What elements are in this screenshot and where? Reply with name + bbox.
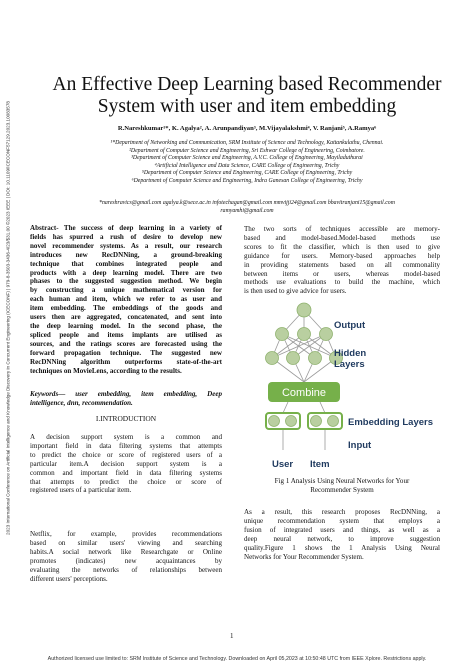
abstract-line: technique that combines integrated people and bbox=[30, 259, 222, 268]
side-citation-strip bbox=[0, 0, 16, 670]
neural-network-figure bbox=[258, 300, 454, 472]
paragraph-line: in providing statements based on all commonality bbox=[244, 260, 440, 269]
paragraph-line: The two sorts of techniques accessible are memory- bbox=[244, 225, 440, 233]
figure-caption-line-1: Fig 1 Analysis Using Neural Networks for Your bbox=[274, 477, 410, 485]
author-list: R.Nareshkumar¹*, K. Agalya², A. Arunpandiyan³, M.Vijayalakshmi⁴, V. Ranjani⁵, A.Ramya⁶ bbox=[117, 125, 377, 132]
section-heading-introduction: I.INTRODUCTION bbox=[95, 414, 157, 423]
paragraph-line: methods use evaluations to build the machine, which bbox=[244, 278, 440, 287]
abstract bbox=[30, 224, 222, 375]
abstract-line: phases to the suggested suggestion method. We begin bbox=[30, 277, 222, 286]
embedding-node bbox=[328, 416, 339, 427]
affiliation-1: ¹*Department of Networking and Communication, SRM Institute of Science and Technology, Kattankulathu, Chennai. bbox=[110, 140, 384, 146]
hidden-node bbox=[266, 352, 279, 365]
abstract-line: fields has spurred a rush of desire to develop new bbox=[30, 232, 222, 241]
embedding-node bbox=[286, 416, 297, 427]
paragraph-line: Networks for Your Recommender System. bbox=[244, 552, 364, 561]
hidden-node bbox=[276, 328, 289, 341]
intro-paragraph-1 bbox=[30, 433, 222, 495]
abstract-line: novel recommender systems. As a result, our research bbox=[30, 241, 222, 250]
combine-edge bbox=[283, 402, 288, 413]
user-label: User bbox=[272, 459, 294, 470]
abstract-line: RecDNNing algorithm outperforms state-of-the-art bbox=[30, 357, 222, 366]
paragraph-line: quality.Figure 1 shows the 1 Analysis Using Neural bbox=[244, 543, 440, 552]
abstract-line: users then are aggregated, concatenated, and sent into bbox=[30, 313, 222, 322]
keywords-line: Keywords— user embedding, item embedding, Deep bbox=[30, 390, 222, 398]
abstract-line: by constructing a unique mathematical version for bbox=[30, 286, 222, 295]
paragraph-line: fusion of integrated users and things, as well as a bbox=[244, 525, 440, 534]
email-list bbox=[24, 200, 470, 215]
paragraph-line: particular item.A decision support system is a bbox=[30, 459, 222, 468]
hidden-node bbox=[320, 328, 333, 341]
paragraph-line: scores to fit the classifier, which is then used to give bbox=[244, 242, 440, 251]
paragraph-line: deep neural network, to improve suggestion bbox=[244, 534, 440, 543]
keywords bbox=[30, 390, 222, 408]
hidden-node bbox=[298, 328, 311, 341]
abstract-line: item embedding. The embeddings of the goods and bbox=[30, 304, 222, 313]
paragraph-line: based and model-based.Model-based methods use bbox=[244, 233, 440, 242]
paragraph-line: is then used to give advice for users. bbox=[244, 287, 347, 296]
paragraph-line: unique recommendation system that employs a bbox=[244, 516, 440, 525]
abstract-line: sources, and the ratings scores are forecasted using the bbox=[30, 339, 222, 348]
paragraph-line: habits.A social network like Researchgate or Online bbox=[30, 547, 222, 556]
affiliation-list bbox=[24, 140, 470, 186]
paragraph-line: to predict the choice or score of registered users of a bbox=[30, 450, 222, 459]
abstract-line: Abstract- The success of deep learning in a variety of bbox=[30, 224, 222, 232]
figure-caption bbox=[244, 477, 440, 495]
input-label: Input bbox=[348, 440, 372, 451]
paragraph-line: registered users of a particular item. bbox=[30, 486, 132, 495]
paragraph-line: important field in data filtering systems that attempts bbox=[30, 441, 222, 450]
output-node bbox=[297, 303, 311, 317]
embedding-label: Embedding Layers bbox=[348, 417, 433, 428]
figure-caption-line-2: Recommender System bbox=[310, 485, 374, 494]
abstract-line: the deep learning model. In the second phase, the bbox=[30, 321, 222, 330]
affiliation-2: ²Department of Computer Science and Engineering, Sri Eshwar College of Engineering, Coimbatore. bbox=[129, 147, 365, 154]
affiliation-3: ³Department of Computer Science and Engineering, A.V.C. College of Engineering, Mayiladuthurai bbox=[131, 155, 363, 162]
abstract-line: introduces new RecDNNing, a ground-breaking bbox=[30, 250, 222, 259]
paragraph-line: based on similar users' viewing and searching bbox=[30, 538, 222, 547]
paper-title-line-1: An Effective Deep Learning based Recommender bbox=[52, 74, 442, 95]
affiliation-6: ⁶Department of Computer Science and Engineering, Indra Ganesan College of Engineering, Trichy bbox=[131, 177, 363, 184]
paragraph-line: between items or users, whereas model-based bbox=[244, 269, 440, 278]
paragraph-line: that attempts to predict the choice or score of bbox=[30, 477, 222, 486]
paper-title-line-2: System with user and item embedding bbox=[97, 96, 397, 117]
paragraph-line: evaluating the networks of relationships between bbox=[30, 565, 222, 574]
paragraph-line: As a result, this research proposes RecDNNing, a bbox=[244, 508, 440, 516]
affiliation-5: ⁵Department of Computer Science and Engineering, CARE College of Engineering, Trichy bbox=[141, 170, 353, 177]
keywords-line: intelligence, dnn, recommendation. bbox=[30, 398, 133, 407]
abstract-line: products with a deep learning model. There are two bbox=[30, 268, 222, 277]
combine-edge bbox=[320, 402, 325, 413]
side-citation-text: 2023 International Conference on Artificial Intelligence and Knowledge Discovery in Concurrent Engineering (ICECONF) | 979-8-3503-3436-4/23/$31.00 ©2023 IEEE | DOI: 10.1109/ICECONF57129.2023.10083578 bbox=[5, 101, 11, 535]
affiliation-4: ⁴Artificial Intelligence and Data Science, CARE College of Engineering, Trichy bbox=[154, 162, 340, 169]
right-paragraph-2 bbox=[244, 508, 440, 561]
abstract-line: techniques on MovieLens, according to the results. bbox=[30, 366, 182, 375]
paragraph-line: common and important field in data filtering systems bbox=[30, 468, 222, 477]
paragraph-line: guidance for users. Memory-based approaches help bbox=[244, 251, 440, 260]
output-label: Output bbox=[334, 320, 366, 331]
abstract-line: forward propagation technique. The suggested new bbox=[30, 348, 222, 357]
page-number: 1 bbox=[230, 632, 234, 640]
combine-label: Combine bbox=[281, 387, 327, 399]
embedding-node bbox=[269, 416, 280, 427]
hidden-node bbox=[287, 352, 300, 365]
abstract-line: spliced people and items implants are utilised as bbox=[30, 330, 222, 339]
intro-paragraph-2 bbox=[30, 530, 222, 583]
abstract-line: each human and item, which we refer to as user and bbox=[30, 295, 222, 304]
embedding-node bbox=[311, 416, 322, 427]
license-footer: Authorized licensed use limited to: SRM Institute of Science and Technology. Downloaded on April 05,2023 at 10:50:48 UTC from IEEE Xplore. Restrictions apply. bbox=[47, 656, 427, 662]
paragraph-line: promotes (indicates) new acquaintances by bbox=[30, 556, 222, 565]
item-label: Item bbox=[310, 459, 330, 470]
right-paragraph-1 bbox=[244, 225, 440, 296]
paragraph-line: A decision support system is a common and bbox=[30, 433, 222, 441]
paragraph-line: different users' perceptions. bbox=[30, 574, 108, 583]
paragraph-line: Netflix, for example, provides recommendations bbox=[30, 530, 222, 538]
email-line-1: *nareshravics@gmail.com agalya.k@sece.ac.in infotechagan@gmail.com mmvijji24@gmail.com bbavitranjani15@gmail.com bbox=[99, 200, 395, 206]
hidden-node bbox=[309, 352, 322, 365]
email-line-2: ramyamhi@gmail.com bbox=[220, 207, 274, 214]
hidden-label-line-1: Hidden bbox=[334, 348, 367, 359]
hidden-label-line-2: Layers bbox=[334, 359, 365, 370]
